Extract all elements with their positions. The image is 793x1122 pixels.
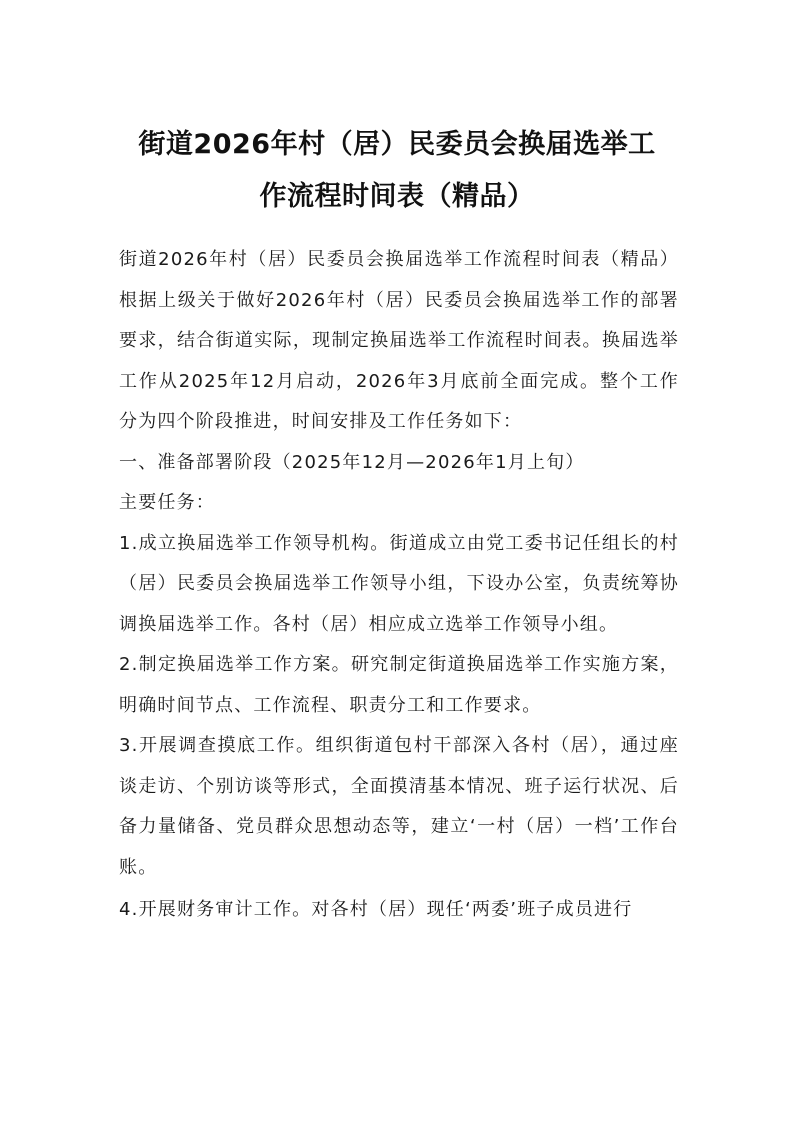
document-title <box>112 119 682 223</box>
intro-paragraph: 街道2026年村（居）民委员会换届选举工作流程时间表（精品）根据上级关于做好2026年村（居）民委员会换届选举工作的部署要求，结合街道实际，现制定换届选举工作流程时间表。换届选举工作从2025年12月启动，2026年3月底前全面完成。整个工作分为四个阶段推进，时间安排及工作任务如下： <box>119 249 679 432</box>
task-item-4: 4.开展财务审计工作。对各村（居）现任‘两委’班子成员进行 <box>119 899 633 920</box>
main-tasks-label: 主要任务： <box>119 492 215 513</box>
task-item-2: 2.制定换届选举工作方案。研究制定街道换届选举工作实施方案，明确时间节点、工作流程、职责分工和工作要求。 <box>119 654 679 716</box>
task-item-1: 1.成立换届选举工作领导机构。街道成立由党工委书记任组长的村（居）民委员会换届选举工作领导小组，下设办公室，负责统筹协调换届选举工作。各村（居）相应成立选举工作领导小组。 <box>119 532 679 635</box>
section-heading-preparation: 一、准备部署阶段（2025年12月—2026年1月上旬） <box>119 451 585 473</box>
title-line-2: 作流程时间表（精品） <box>259 181 535 212</box>
document-body <box>119 240 679 931</box>
title-line-1: 街道2026年村（居）民委员会换届选举工 <box>138 129 656 160</box>
task-item-3: 3.开展调查摸底工作。组织街道包村干部深入各村（居），通过座谈走访、个别访谈等形式，全面摸清基本情况、班子运行状况、后备力量储备、党员群众思想动态等，建立‘一村（居）一档’工作台账。 <box>119 735 679 878</box>
